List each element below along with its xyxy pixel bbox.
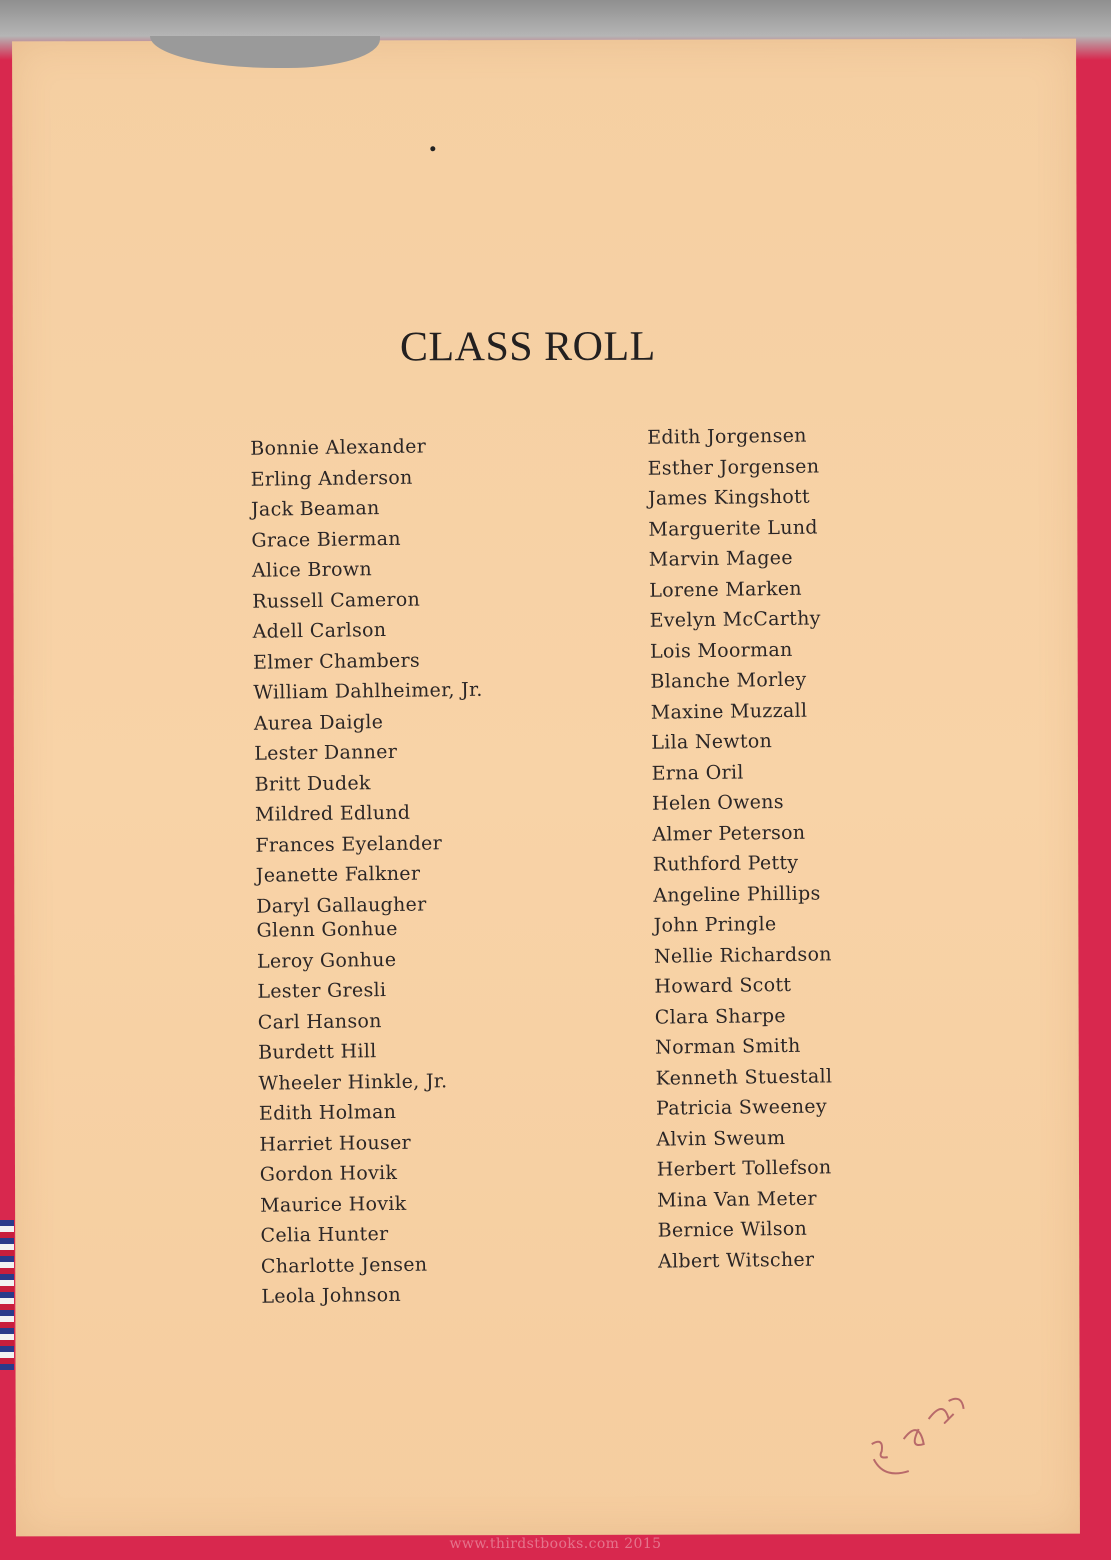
list-item: Jack Beaman <box>250 497 380 521</box>
list-item: Frances Eyelander <box>255 831 443 857</box>
pencil-mark <box>864 1389 974 1489</box>
list-item: Russell Cameron <box>252 588 421 613</box>
list-item: Norman Smith <box>655 1034 801 1059</box>
list-item: Jeanette Falkner <box>255 862 421 887</box>
list-item: Daryl Gallaugher <box>256 893 427 918</box>
list-item: Lila Newton <box>651 730 773 754</box>
list-item: Charlotte Jensen <box>260 1253 428 1278</box>
cover-binding-stripe <box>0 1220 14 1370</box>
list-item: Harriet Houser <box>259 1131 412 1156</box>
page-title: CLASS ROLL <box>399 323 656 371</box>
list-item: Alice Brown <box>251 558 373 582</box>
list-item: William Dahlheimer, Jr. <box>253 678 483 704</box>
list-item: Britt Dudek <box>254 771 371 796</box>
list-item: Edith Jorgensen <box>647 424 807 449</box>
list-item: Marguerite Lund <box>648 516 818 541</box>
list-item: Erna Oril <box>651 760 744 785</box>
watermark: www.thirdstbooks.com 2015 <box>449 1536 662 1552</box>
list-item: Lester Gresli <box>257 979 387 1003</box>
list-item: Grace Bierman <box>251 527 401 552</box>
list-item: Maxine Muzzall <box>650 699 808 724</box>
list-item: Angeline Phillips <box>653 882 821 907</box>
list-item: Erling Anderson <box>250 466 413 491</box>
list-item: Marvin Magee <box>648 546 793 571</box>
list-item: Celia Hunter <box>260 1223 389 1247</box>
list-item: Wheeler Hinkle, Jr. <box>258 1069 448 1095</box>
ink-dot <box>430 146 435 151</box>
list-item: Almer Peterson <box>652 821 806 846</box>
list-item: Helen Owens <box>651 790 784 815</box>
list-item: Glenn Gonhue <box>256 917 398 942</box>
list-item: Leroy Gonhue <box>256 948 397 973</box>
list-item: Esther Jorgensen <box>647 454 820 480</box>
name-list-right <box>647 420 836 1276</box>
name-list-left <box>250 431 491 1312</box>
list-item: Patricia Sweeney <box>655 1095 828 1120</box>
list-item: John Pringle <box>653 913 777 937</box>
list-item: Kenneth Stuestall <box>655 1064 833 1090</box>
list-item: Burdett Hill <box>258 1040 377 1064</box>
list-item: Aurea Daigle <box>253 710 384 735</box>
list-item: Leola Johnson <box>261 1283 402 1308</box>
list-item: Herbert Tollefson <box>656 1156 832 1181</box>
list-item: Howard Scott <box>654 973 792 998</box>
list-item: Gordon Hovik <box>259 1161 398 1186</box>
list-item: Adell Carlson <box>252 619 387 643</box>
list-item: Blanche Morley <box>650 668 807 693</box>
list-item: Lester Danner <box>254 740 398 765</box>
list-item: Elmer Chambers <box>252 649 421 674</box>
list-item: Clara Sharpe <box>654 1004 787 1029</box>
list-item: Carl Hanson <box>257 1009 382 1034</box>
list-item: Maurice Hovik <box>260 1192 407 1217</box>
list-item: Mina Van Meter <box>657 1187 817 1212</box>
list-item: James Kingshott <box>647 485 811 510</box>
list-item: Bernice Wilson <box>657 1217 808 1242</box>
list-item: Nellie Richardson <box>653 942 832 968</box>
list-item: Edith Holman <box>258 1100 397 1125</box>
list-item: Evelyn McCarthy <box>649 607 821 632</box>
list-item: Bonnie Alexander <box>250 435 427 460</box>
paper-sheet <box>12 39 1080 1537</box>
list-item: Mildred Edlund <box>254 801 411 826</box>
list-item: Ruthford Petty <box>652 851 799 876</box>
list-item: Albert Witscher <box>657 1248 815 1273</box>
list-item: Lorene Marken <box>649 577 803 602</box>
list-item: Alvin Sweum <box>656 1126 786 1151</box>
list-item: Lois Moorman <box>649 638 793 663</box>
